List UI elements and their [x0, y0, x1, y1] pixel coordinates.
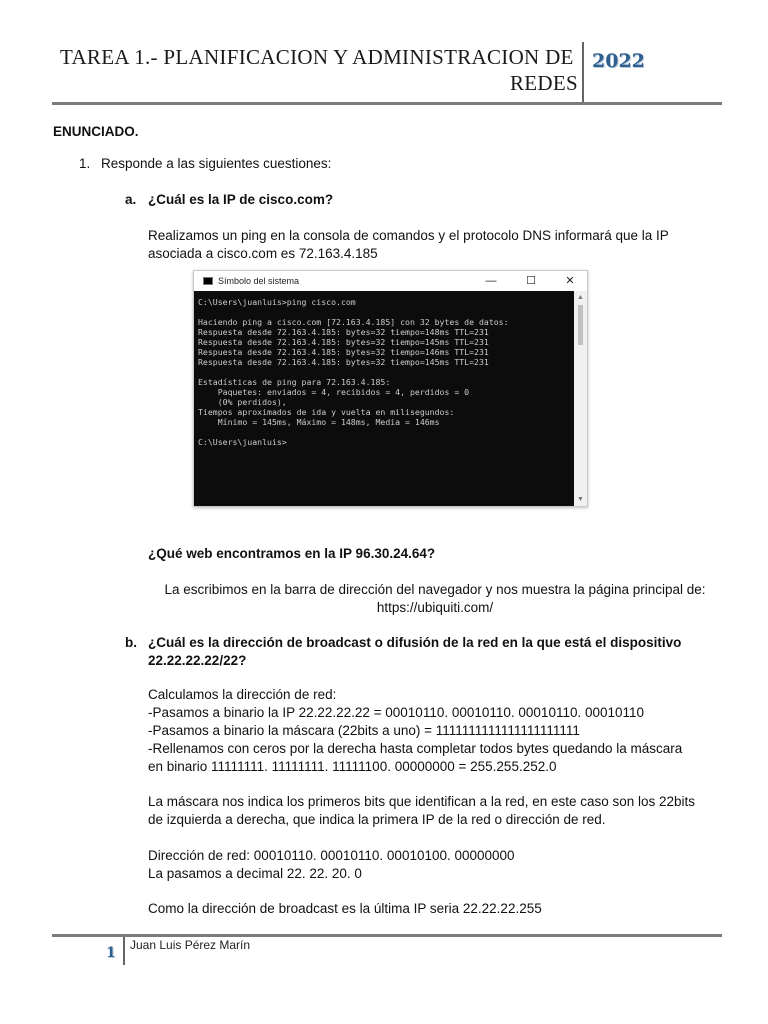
- question-web-text: ¿Qué web encontramos en la IP 96.30.24.64?: [148, 546, 436, 561]
- footer-author: Juan Luis Pérez Marín: [130, 938, 251, 952]
- console-line: (0% perdidos),: [198, 397, 287, 407]
- sub-letter-a: a.: [125, 192, 137, 207]
- answer-a-line-2: asociada a cisco.com es 72.163.4.185: [148, 246, 378, 261]
- header-title-line-2: REDES: [509, 71, 578, 95]
- header-year: 2022: [592, 50, 645, 72]
- console-line: Respuesta desde 72.163.4.185: bytes=32 tiempo=146ms TTL=231: [198, 347, 489, 357]
- answer-b-line: La máscara nos indica los primeros bits que identifican a la red, en este caso son los 22bits: [148, 794, 696, 809]
- answer-b-line: Dirección de red: 00010110. 00010110. 00010100. 00000000: [148, 848, 515, 863]
- answer-b-line: en binario 11111111. 11111111. 11111100. 00000000 = 255.255.252.0: [148, 759, 557, 774]
- sub-letter-b: b.: [125, 635, 137, 650]
- console-line: Mínimo = 145ms, Máximo = 148ms, Media = 146ms: [198, 417, 440, 427]
- list-number: 1.: [79, 156, 91, 171]
- scroll-thumb: [578, 305, 583, 345]
- console-line: [198, 307, 574, 317]
- answer-web-line-2: https://ubiquiti.com/: [376, 600, 494, 615]
- section-heading: ENUNCIADO.: [53, 124, 139, 139]
- scroll-up-icon: ▲: [577, 294, 584, 301]
- answer-b-line: Como la dirección de broadcast es la última IP seria 22.22.22.255: [148, 901, 542, 916]
- console-line: Estadísticas de ping para 72.163.4.185:: [198, 377, 391, 387]
- console-line: Tiempos aproximados de ida y vuelta en milisegundos:: [198, 407, 455, 417]
- console-line: [198, 427, 574, 437]
- answer-a-line-1: Realizamos un ping en la consola de comandos y el protocolo DNS informará que la IP: [148, 228, 669, 243]
- question-b-line-1: ¿Cuál es la dirección de broadcast o difusión de la red en la que está el dispositivo: [148, 635, 682, 650]
- close-icon: ✕: [565, 275, 575, 287]
- question-1-text: Responde a las siguientes cuestiones:: [101, 156, 332, 171]
- page-number: 1: [106, 945, 116, 961]
- answer-b-line: -Pasamos a binario la IP 22.22.22.22 = 00010110. 00010110. 00010110. 00010110: [148, 705, 645, 720]
- footer-rule: [52, 934, 722, 937]
- header-rule: [52, 102, 722, 105]
- scroll-down-icon: ▼: [577, 496, 584, 503]
- console-screenshot: [193, 270, 588, 507]
- answer-b-line: La pasamos a decimal 22. 22. 20. 0: [148, 866, 362, 881]
- console-title: Símbolo del sistema: [218, 276, 300, 286]
- answer-web-line-1: La escribimos en la barra de dirección del navegador y nos muestra la página principal de:: [164, 582, 706, 597]
- minimize-icon: —: [485, 275, 497, 287]
- footer-divider: [123, 937, 125, 965]
- question-a-text: ¿Cuál es la IP de cisco.com?: [148, 192, 334, 207]
- question-b-line-2: 22.22.22.22/22?: [148, 653, 247, 668]
- page-header-title: [60, 44, 578, 96]
- header-divider: [582, 42, 584, 104]
- console-line: Paquetes: enviados = 4, recibidos = 4, perdidos = 0: [198, 387, 470, 397]
- header-title-line-1: TAREA 1.- PLANIFICACION Y ADMINISTRACION DE: [60, 45, 574, 69]
- console-line: C:\Users\juanluis>: [198, 437, 287, 447]
- console-output: [194, 291, 574, 506]
- console-line: Respuesta desde 72.163.4.185: bytes=32 tiempo=145ms TTL=231: [198, 337, 489, 347]
- console-line: C:\Users\juanluis>ping cisco.com: [198, 297, 356, 307]
- answer-b-line: -Rellenamos con ceros por la derecha hasta completar todos bytes quedando la máscara: [148, 741, 683, 756]
- answer-b-line: -Pasamos a binario la máscara (22bits a uno) = 1111111111111111111111: [148, 723, 580, 738]
- console-line: [198, 367, 574, 377]
- console-scrollbar: [574, 291, 587, 506]
- console-titlebar: [194, 271, 587, 291]
- console-line: Respuesta desde 72.163.4.185: bytes=32 tiempo=145ms TTL=231: [198, 357, 489, 367]
- answer-b-line: Calculamos la dirección de red:: [148, 687, 337, 702]
- maximize-icon: ☐: [526, 275, 536, 287]
- console-line: Respuesta desde 72.163.4.185: bytes=32 tiempo=148ms TTL=231: [198, 327, 489, 337]
- answer-b-line: de izquierda a derecha, que indica la primera IP de la red o dirección de red.: [148, 812, 606, 827]
- console-line: Haciendo ping a cisco.com [72.163.4.185] con 32 bytes de datos:: [198, 317, 509, 327]
- terminal-icon: [203, 277, 213, 285]
